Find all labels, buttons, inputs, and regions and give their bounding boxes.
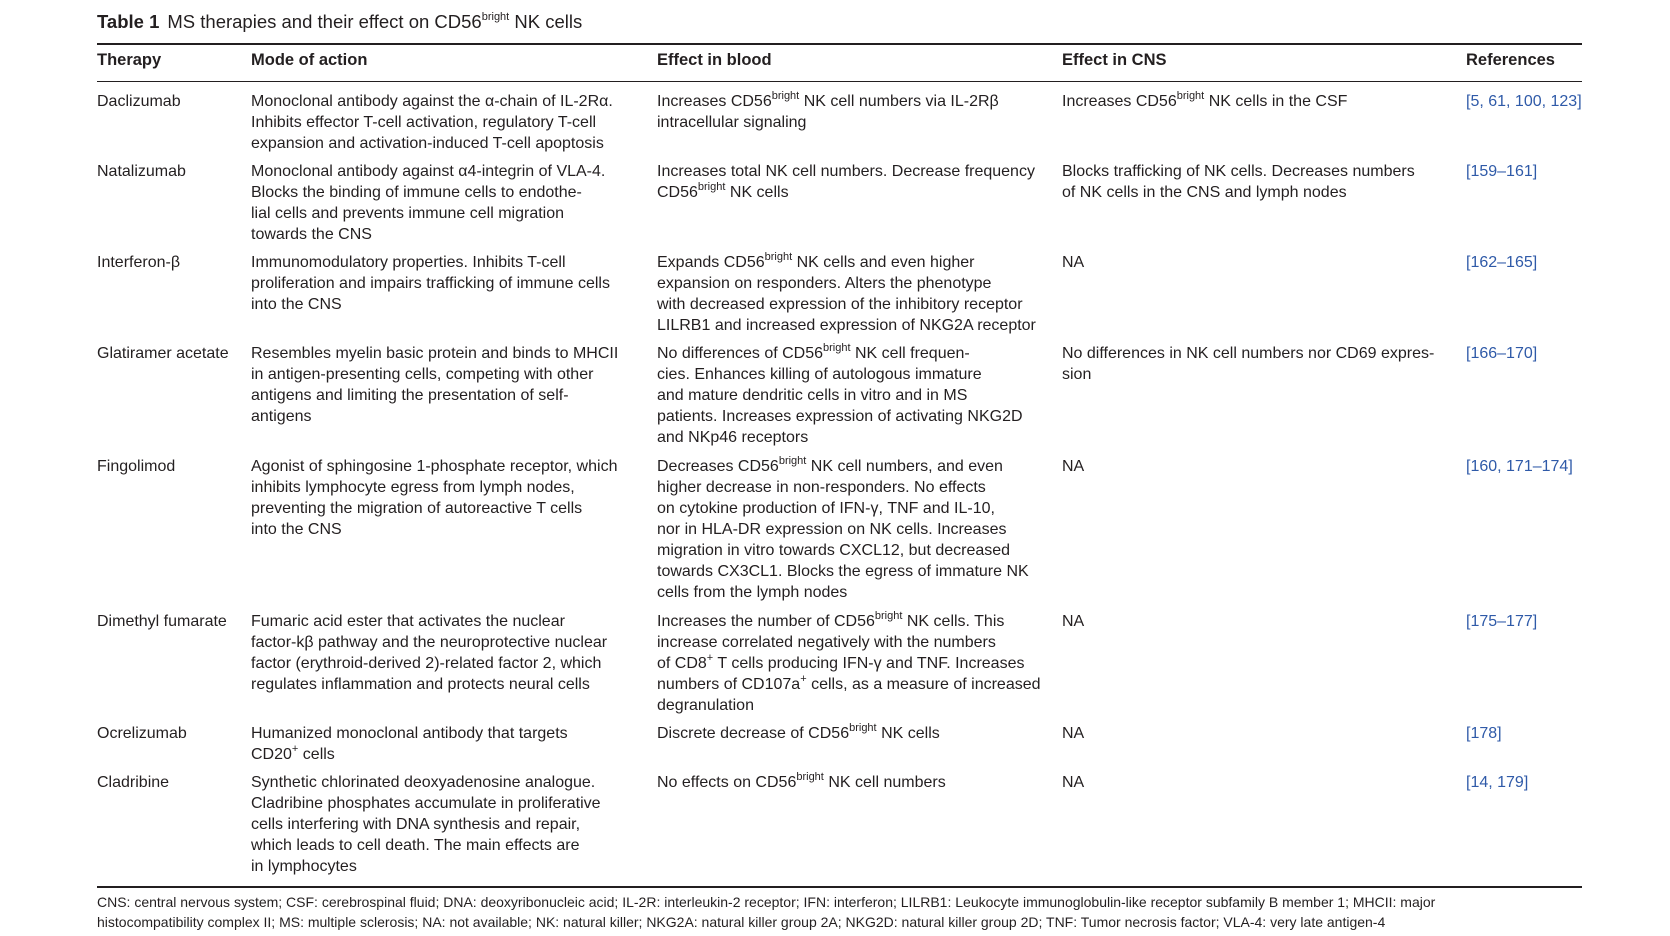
text-run: NK cell frequen- (850, 345, 970, 362)
cell-line: into the CNS (251, 521, 342, 538)
superscript: bright (1176, 89, 1205, 102)
text-run: Humanized monoclonal antibody that targets (251, 725, 568, 742)
cell-line (657, 772, 1057, 793)
cell-effect-in-cns (1062, 161, 1462, 203)
cell-line (657, 406, 1057, 427)
cell-references-link[interactable]: [5, 61, 100, 123] (1466, 93, 1582, 110)
text-run: cies. Enhances killing of autologous immature (657, 366, 982, 383)
header-effect-in-blood: Effect in blood (657, 51, 772, 69)
cell-line (1062, 611, 1462, 632)
cell-effect-in-cns (1062, 252, 1462, 273)
bottom-rule (97, 886, 1582, 888)
superscript: + (291, 742, 299, 755)
superscript: bright (874, 609, 903, 622)
cell-line: towards the CNS (251, 226, 372, 243)
cell-line: in lymphocytes (251, 858, 357, 875)
cell-line (1062, 182, 1462, 203)
cell-effect-in-cns (1062, 91, 1462, 112)
text-run: Increases CD56 (657, 93, 772, 110)
text-run: LILRB1 and increased expression of NKG2A receptor (657, 317, 1036, 334)
cell-mode-of-action (251, 252, 651, 315)
top-rule (97, 43, 1582, 45)
cell-line (657, 477, 1057, 498)
cell-line (657, 695, 1057, 716)
superscript: + (800, 672, 807, 685)
text-run: Expands CD56 (657, 254, 765, 271)
table-footnote (97, 892, 1582, 932)
text-run: NA (1062, 725, 1085, 742)
cell-effect-in-blood (657, 456, 1057, 603)
cell-line (657, 343, 1057, 364)
cell-references-link[interactable]: [160, 171–174] (1466, 458, 1573, 475)
cell-line: proliferation and impairs trafficking of immune cells (251, 275, 610, 292)
text-run: expansion on responders. Alters the phenotype (657, 275, 992, 292)
text-run: Increases total NK cell numbers. Decrease frequency (657, 163, 1035, 180)
cell-line (657, 519, 1057, 540)
cell-line (657, 112, 1057, 133)
cell-line: in antigen-presenting cells, competing with other (251, 366, 594, 383)
cell-line (657, 91, 1057, 112)
superscript: bright (823, 341, 851, 354)
header-effect-in-cns: Effect in CNS (1062, 51, 1167, 69)
cell-mode-of-action (251, 772, 651, 877)
table-title-prefix: MS therapies and their effect on CD56 (167, 11, 482, 32)
text-run: on cytokine production of IFN-γ, TNF and IL-10, (657, 500, 995, 517)
text-run: of CD8 (657, 655, 707, 672)
text-run: Blocks trafficking of NK cells. Decreases numbers (1062, 163, 1415, 180)
cell-line (657, 427, 1057, 448)
cell-line (657, 674, 1057, 695)
text-run: sion (1062, 366, 1092, 383)
cell-effect-in-cns (1062, 772, 1462, 793)
cell-line: factor-kβ pathway and the neuroprotective nuclear (251, 634, 608, 651)
text-run: patients. Increases expression of activating NKG2D (657, 408, 1023, 425)
cell-therapy: Fingolimod (97, 458, 176, 475)
superscript: bright (778, 454, 807, 467)
cell-line (251, 744, 651, 765)
text-run: NK cells (876, 725, 940, 742)
cell-line: antigens (251, 408, 312, 425)
cell-line (1062, 91, 1462, 112)
cell-therapy: Glatiramer acetate (97, 345, 229, 362)
table-label: Table 1 (97, 11, 160, 32)
text-run: NA (1062, 613, 1085, 630)
cell-line: into the CNS (251, 296, 342, 313)
table-caption (97, 10, 582, 34)
header-therapy: Therapy (97, 51, 162, 69)
cell-line: Cladribine phosphates accumulate in proliferative (251, 795, 601, 812)
text-run: Discrete decrease of CD56 (657, 725, 850, 742)
cell-line: Monoclonal antibody against α4-integrin of VLA-4. (251, 163, 606, 180)
cell-effect-in-blood (657, 611, 1057, 716)
text-run: CD20 (251, 746, 292, 763)
cell-line (657, 540, 1057, 561)
cell-line (1062, 364, 1462, 385)
text-run: numbers of CD107a (657, 676, 801, 693)
cell-line: Immunomodulatory properties. Inhibits T-cell (251, 254, 566, 271)
text-run: with decreased expression of the inhibitory receptor (657, 296, 1023, 313)
footnote-line: CNS: central nervous system; CSF: cerebrospinal fluid; DNA: deoxyribonucleic acid; IL-2R: interleukin-2 receptor; IFN: interferon; LILRB1: Leukocyte immunoglobulin-like receptor subfamily B member 1; MHCII: major (97, 894, 1436, 910)
text-run: NK cells. This (902, 613, 1005, 630)
text-run: Decreases CD56 (657, 458, 779, 475)
cell-line (1062, 456, 1462, 477)
cell-mode-of-action (251, 91, 651, 154)
text-run: and NKp46 receptors (657, 429, 809, 446)
cell-line (1062, 343, 1462, 364)
cell-effect-in-cns (1062, 456, 1462, 477)
superscript: bright (849, 721, 877, 734)
text-run: NK cells and even higher (792, 254, 975, 271)
cell-therapy: Daclizumab (97, 93, 181, 110)
cell-line (657, 273, 1057, 294)
cell-therapy: Interferon-β (97, 254, 181, 271)
cell-line: cells interfering with DNA synthesis and repair, (251, 816, 581, 833)
text-run: intracellular signaling (657, 114, 807, 131)
cell-line (657, 498, 1057, 519)
header-references: References (1466, 51, 1555, 69)
cell-line (657, 582, 1057, 603)
cell-references-link[interactable]: [159–161] (1466, 163, 1538, 180)
cell-effect-in-cns (1062, 611, 1462, 632)
text-run: higher decrease in non-responders. No effects (657, 479, 986, 496)
cell-line: Synthetic chlorinated deoxyadenosine analogue. (251, 774, 596, 791)
text-run: No differences of CD56 (657, 345, 824, 362)
cell-line (657, 161, 1057, 182)
cell-therapy: Cladribine (97, 774, 170, 791)
cell-line: Inhibits effector T-cell activation, regulatory T-cell (251, 114, 597, 131)
cell-line: antigens and limiting the presentation of self- (251, 387, 569, 404)
cell-line (657, 182, 1057, 203)
text-run: cells (298, 746, 335, 763)
cell-effect-in-blood (657, 161, 1057, 203)
text-run: NK cell numbers, and even (806, 458, 1003, 475)
cell-line (1062, 161, 1462, 182)
cell-line (657, 385, 1057, 406)
cell-line: Fumaric acid ester that activates the nuclear (251, 613, 565, 630)
text-run: degranulation (657, 697, 754, 714)
cell-mode-of-action (251, 723, 651, 765)
cell-effect-in-cns (1062, 723, 1462, 744)
cell-effect-in-blood (657, 252, 1057, 336)
cell-line: inhibits lymphocyte egress from lymph nodes, (251, 479, 575, 496)
cell-mode-of-action (251, 456, 651, 540)
cell-references-link[interactable]: [166–170] (1466, 345, 1538, 362)
cell-line: Blocks the binding of immune cells to endothe- (251, 184, 582, 201)
cell-line (657, 315, 1057, 336)
cell-mode-of-action (251, 161, 651, 245)
table-title-suffix: NK cells (509, 11, 583, 32)
text-run: NK cells (725, 184, 789, 201)
text-run: cells, as a measure of increased (806, 676, 1041, 693)
cell-line (657, 294, 1057, 315)
cell-line (1062, 772, 1462, 793)
cell-effect-in-cns (1062, 343, 1462, 385)
superscript: bright (764, 250, 793, 263)
cell-line: which leads to cell death. The main effects are (251, 837, 580, 854)
cell-line (657, 252, 1057, 273)
cell-line: expansion and activation-induced T-cell apoptosis (251, 135, 604, 152)
cell-line (657, 632, 1057, 653)
text-run: NK cells in the CSF (1204, 93, 1348, 110)
text-run: T cells producing IFN-γ and TNF. Increases (713, 655, 1025, 672)
cell-line (251, 723, 651, 744)
cell-therapy: Dimethyl fumarate (97, 613, 227, 630)
cell-line (657, 561, 1057, 582)
cell-line (657, 611, 1057, 632)
superscript: bright (771, 89, 800, 102)
text-run: No differences in NK cell numbers nor CD69 expres- (1062, 345, 1435, 362)
cell-references-link[interactable]: [162–165] (1466, 254, 1538, 271)
cell-effect-in-blood (657, 723, 1057, 744)
superscript: + (706, 651, 714, 664)
cell-line: factor (erythroid-derived 2)-related factor 2, which (251, 655, 602, 672)
header-mode-of-action: Mode of action (251, 51, 368, 69)
cell-line: lial cells and prevents immune cell migration (251, 205, 565, 222)
cell-line (657, 456, 1057, 477)
cell-line (657, 653, 1057, 674)
cell-line (657, 364, 1057, 385)
cell-line: preventing the migration of autoreactive T cells (251, 500, 583, 517)
cell-references-link[interactable]: [178] (1466, 725, 1502, 742)
cell-line (1062, 723, 1462, 744)
text-run: NA (1062, 254, 1085, 271)
cell-line: Agonist of sphingosine 1-phosphate receptor, which (251, 458, 618, 475)
text-run: migration in vitro towards CXCL12, but decreased (657, 542, 1011, 559)
header-rule (97, 81, 1582, 82)
text-run: No effects on CD56 (657, 774, 797, 791)
table-title-sup: bright (481, 10, 510, 23)
text-run: NK cell numbers via IL-2Rβ (799, 93, 999, 110)
text-run: and mature dendritic cells in vitro and in MS (657, 387, 968, 404)
cell-effect-in-blood (657, 772, 1057, 793)
text-run: Increases the number of CD56 (657, 613, 875, 630)
cell-therapy: Natalizumab (97, 163, 186, 180)
cell-effect-in-blood (657, 91, 1057, 133)
superscript: bright (697, 180, 726, 193)
text-run: cells from the lymph nodes (657, 584, 848, 601)
cell-references-link[interactable]: [175–177] (1466, 613, 1538, 630)
text-run: NA (1062, 458, 1085, 475)
text-run: NK cell numbers (823, 774, 946, 791)
cell-line: Resembles myelin basic protein and binds to MHCII (251, 345, 619, 362)
text-run: towards CX3CL1. Blocks the egress of immature NK (657, 563, 1029, 580)
cell-therapy: Ocrelizumab (97, 725, 187, 742)
cell-mode-of-action (251, 611, 651, 695)
text-run: increase correlated negatively with the numbers (657, 634, 996, 651)
text-run: of NK cells in the CNS and lymph nodes (1062, 184, 1347, 201)
cell-references-link[interactable]: [14, 179] (1466, 774, 1529, 791)
text-run: Increases CD56 (1062, 93, 1177, 110)
cell-line (1062, 252, 1462, 273)
text-run: NA (1062, 774, 1085, 791)
cell-effect-in-blood (657, 343, 1057, 448)
text-run: CD56 (657, 184, 698, 201)
text-run: nor in HLA-DR expression on NK cells. Increases (657, 521, 1007, 538)
cell-mode-of-action (251, 343, 651, 427)
cell-line: regulates inflammation and protects neural cells (251, 676, 590, 693)
footnote-line: histocompatibility complex II; MS: multiple sclerosis; NA: not available; NK: natural killer; NKG2A: natural killer group 2A; NKG2D: natural killer group 2D; TNF: Tumor necrosis factor; VLA-4: very late antigen-4 (97, 914, 1386, 930)
superscript: bright (796, 770, 824, 783)
cell-line: Monoclonal antibody against the α-chain of IL-2Rα. (251, 93, 613, 110)
cell-line (657, 723, 1057, 744)
